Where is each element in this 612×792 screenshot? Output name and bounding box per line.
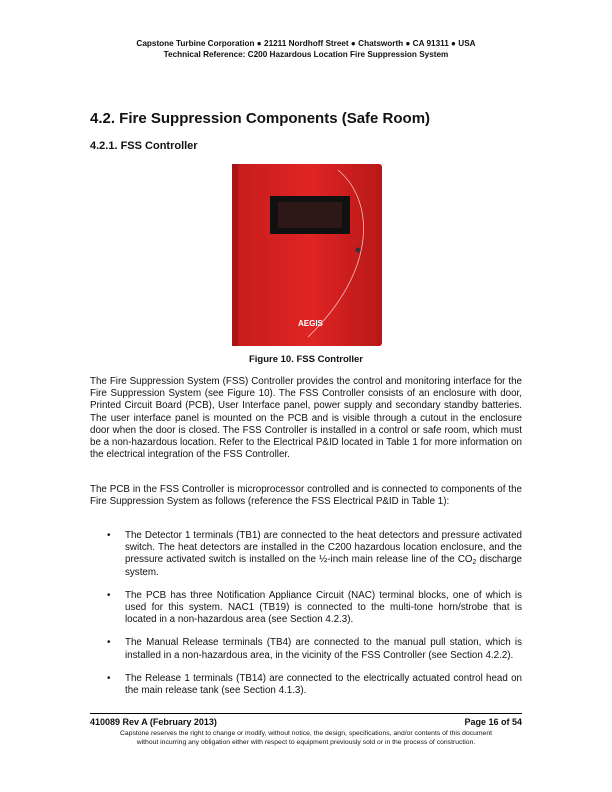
bullet-icon: • <box>107 637 111 649</box>
list-item <box>90 530 522 579</box>
bullet-icon: • <box>107 589 111 601</box>
bullet-text-post: discharge system. <box>125 554 522 578</box>
display-glare <box>278 202 342 228</box>
aegis-logo: AEGIS <box>298 319 323 328</box>
bullet-text-pre: The Detector 1 terminals (TB1) are connected to the heat detectors and pressure activated switch. The heat detectors are installed in the C200 hazardous location enclosure, and the pressure activated switch is installed on the ½-inch main release line of the CO <box>125 530 522 566</box>
connection-list <box>90 530 522 708</box>
page-header <box>0 38 612 60</box>
footer-disclaimer: Capstone reserves the right to change or modify, without notice, the design, specifications, and/or contents of this document without incurring any obligation either with respect to equipment previously sold or in the process of construction. <box>119 730 493 746</box>
list-item <box>90 637 522 661</box>
figure-caption: Figure 10. FSS Controller <box>248 354 364 365</box>
fss-controller-image <box>226 162 386 348</box>
section-title: 4.2. Fire Suppression Components (Safe Room) <box>90 110 431 127</box>
footer-divider <box>90 713 522 714</box>
paragraph-intro: The Fire Suppression System (FSS) Controller provides the control and monitoring interface for the Fire Suppression System (see Figure 10). The FSS Controller consists of an enclosure with door, Printed Circuit Board (PCB), User Interface panel, power supply and secondary standby batteries. The user interface panel is mounted on the PCB and is visible through a cutout in the enclosure door when the door is closed. The FSS Controller is installed in a control or safe room, which must be a non-hazardous location. Refer to the Electrical P&ID located in Table 1 for more information on the electrical integration of the FSS Controller. <box>90 376 522 461</box>
bullet-text: The Release 1 terminals (TB14) are connected to the electrically actuated control head on the main release tank (see Section 4.1.3). <box>125 672 522 697</box>
subsection-title: 4.2.1. FSS Controller <box>90 140 198 152</box>
paragraph-pcb: The PCB in the FSS Controller is microprocessor controlled and is connected to components of the Fire Suppression System as follows (reference the FSS Electrical P&ID in Table 1): <box>90 484 522 508</box>
door-lock-icon <box>356 248 361 253</box>
footer-doc-number: 410089 Rev A (February 2013) <box>90 717 217 727</box>
bullet-icon: • <box>107 672 111 684</box>
bullet-text: The Manual Release terminals (TB4) are connected to the manual pull station, which is installed in a non-hazardous area, in the vicinity of the FSS Controller (see Section 4.2.2). <box>125 637 522 661</box>
list-item <box>90 590 522 627</box>
footer-page-number: Page 16 of 54 <box>464 717 522 727</box>
header-address: Capstone Turbine Corporation ● 21211 Nordhoff Street ● Chatsworth ● CA 91311 ● USA <box>136 39 476 48</box>
header-reference: Technical Reference: C200 Hazardous Location Fire Suppression System <box>163 50 449 59</box>
bullet-icon: • <box>107 530 111 541</box>
list-item <box>90 673 522 697</box>
subscript: 2 <box>472 559 477 567</box>
bullet-text: The PCB has three Notification Appliance Circuit (NAC) terminal blocks, one of which is used for this system. NAC1 (TB19) is connected to the multi-tone horn/strobe that is located in a non-hazardous area (see Section 4.2.3). <box>125 589 522 626</box>
